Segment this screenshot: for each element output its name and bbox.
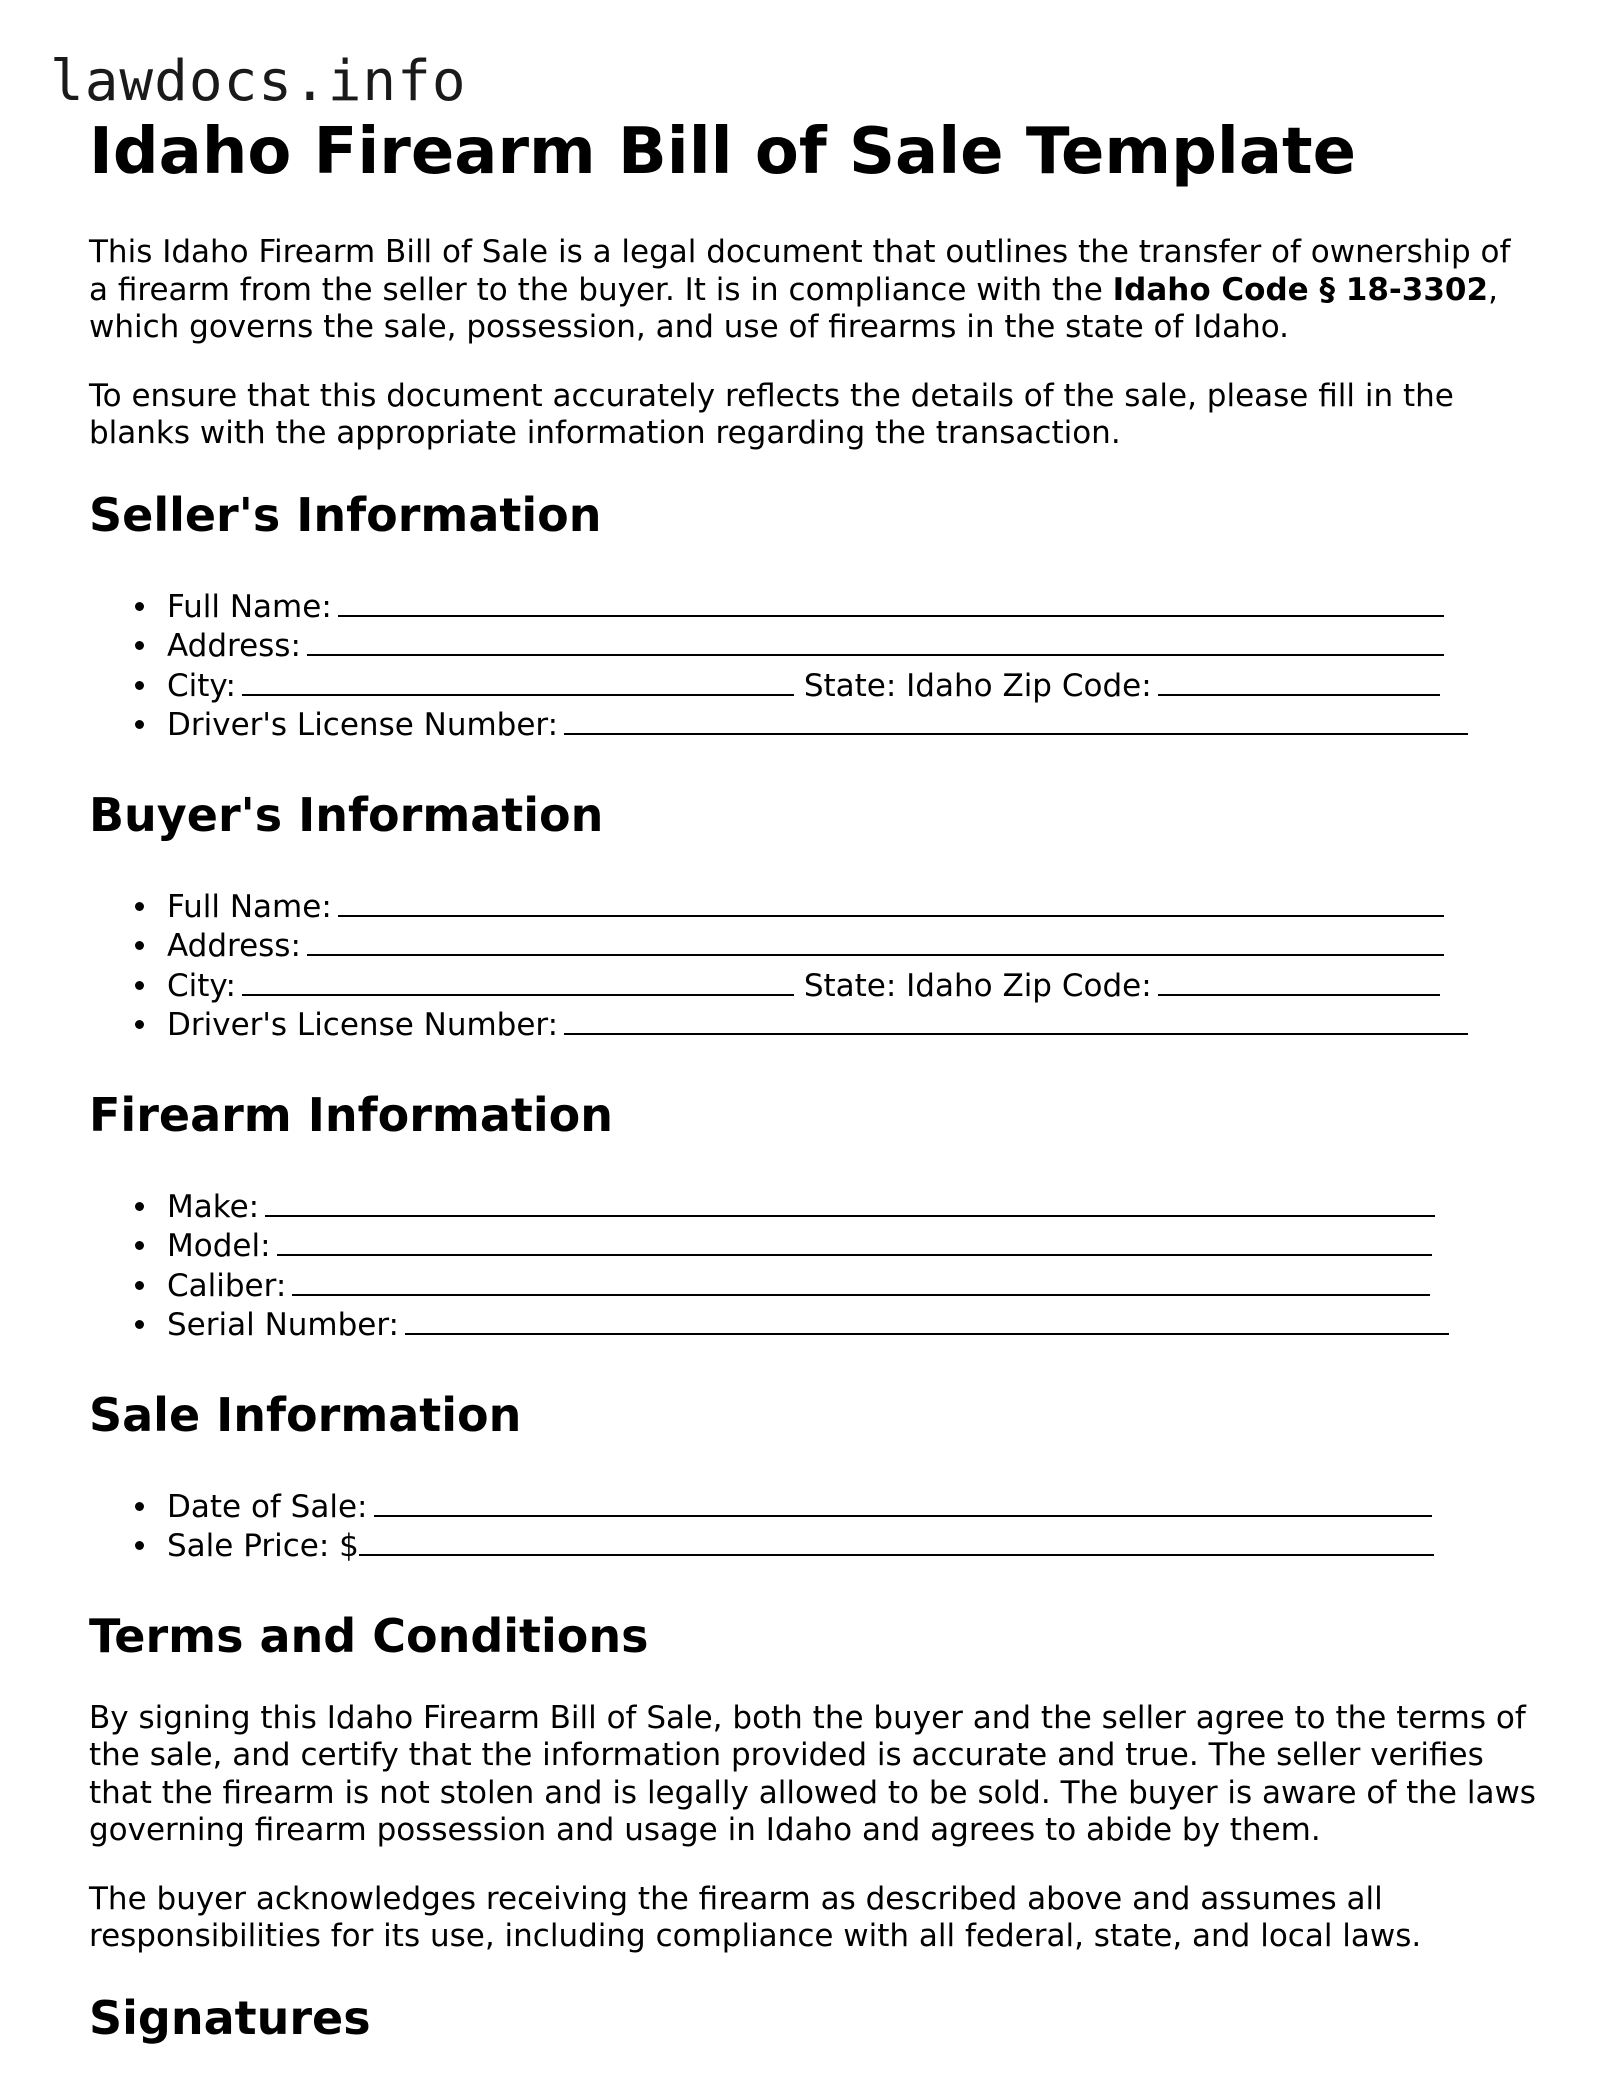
buyer-full-name-field[interactable] [338,887,1444,917]
page-title: Idaho Firearm Bill of Sale Template [89,115,1357,189]
firearm-make-field[interactable] [265,1187,1435,1217]
terms-section-heading: Terms and Conditions [89,1608,649,1663]
firearm-model-field[interactable] [277,1226,1432,1256]
list-item [89,1305,1539,1345]
buyer-address-field[interactable] [307,926,1444,956]
sale-price-field[interactable] [359,1526,1434,1556]
firearm-serial-field[interactable] [405,1305,1449,1335]
intro-text-before: This Idaho Firearm Bill of Sale is a legal document that outlines the transfer of ownership of a firearm from the seller to the buyer. It is in compliance with the [89,234,1511,308]
seller-state-zip-label: State: Idaho Zip Code: [803,667,1152,704]
buyer-section-heading: Buyer's Information [89,787,604,842]
intro-text-after: , which governs the sale, possession, and use of firearms in the state of Idaho. [89,271,1498,345]
list-item [89,1187,1539,1227]
firearm-caliber-label: Caliber: [167,1267,287,1304]
sale-fields [89,1487,1539,1566]
buyer-license-field[interactable] [564,1005,1468,1035]
buyer-city-label: City: [167,967,236,1004]
buyer-city-field[interactable] [242,966,794,996]
sale-date-label: Date of Sale: [167,1488,368,1525]
sale-price-label: Sale Price: $ [167,1528,359,1564]
list-item [89,587,1539,627]
list-item [89,1526,1539,1566]
firearm-section-heading: Firearm Information [89,1087,613,1142]
list-item [89,1487,1539,1527]
list-item [89,1226,1539,1266]
list-item [89,887,1539,927]
sale-date-field[interactable] [374,1487,1432,1517]
terms-paragraph-2: The buyer acknowledges receiving the firearm as described above and assumes all responsibilities for its use, including compliance with all federal, state, and local laws. [89,1880,1422,1954]
list-item [89,626,1539,666]
list-item [89,926,1539,966]
list-item [89,1005,1539,1045]
seller-city-field[interactable] [242,666,794,696]
buyer-address-label: Address: [167,928,301,964]
seller-full-name-field[interactable] [338,587,1444,617]
firearm-caliber-field[interactable] [292,1266,1430,1296]
buyer-fields [89,887,1539,1045]
sale-section-heading: Sale Information [89,1387,522,1442]
seller-zip-field[interactable] [1158,666,1440,696]
seller-address-field[interactable] [307,626,1444,656]
signatures-section-heading: Signatures [89,1990,371,2045]
seller-fields [89,587,1539,745]
list-item [89,705,1539,745]
firearm-fields [89,1187,1539,1345]
buyer-license-label: Driver's License Number: [167,1007,559,1043]
seller-license-label: Driver's License Number: [167,707,559,743]
terms-paragraph-1: By signing this Idaho Firearm Bill of Sale, both the buyer and the seller agree to the terms of the sale, and certify that the information provided is accurate and true. The seller verifies that the firearm is not stolen and is legally allowed to be sold. The buyer is aware of the laws governing firearm possession and usage in Idaho and agrees to abide by them. [89,1699,1536,1848]
site-watermark: lawdocs.info [50,49,467,114]
seller-section-heading: Seller's Information [89,487,602,542]
seller-full-name-label: Full Name: [167,588,332,625]
intro-paragraph-1 [89,234,1539,347]
firearm-model-label: Model: [167,1228,271,1264]
seller-license-field[interactable] [564,705,1468,735]
firearm-make-label: Make: [167,1188,260,1225]
list-item [89,1266,1539,1306]
list-item [89,666,1539,706]
seller-address-label: Address: [167,628,301,664]
buyer-zip-field[interactable] [1158,966,1440,996]
document-body [89,112,1539,2090]
intro-paragraph-2: To ensure that this document accurately reflects the details of the sale, please fill in the blanks with the appropriate information regarding the transaction. [89,377,1454,451]
seller-city-label: City: [167,667,236,704]
firearm-serial-label: Serial Number: [167,1307,400,1343]
buyer-state-zip-label: State: Idaho Zip Code: [803,967,1152,1004]
list-item [89,966,1539,1006]
idaho-code-reference: Idaho Code § 18-3302 [1112,271,1489,308]
buyer-full-name-label: Full Name: [167,888,332,925]
